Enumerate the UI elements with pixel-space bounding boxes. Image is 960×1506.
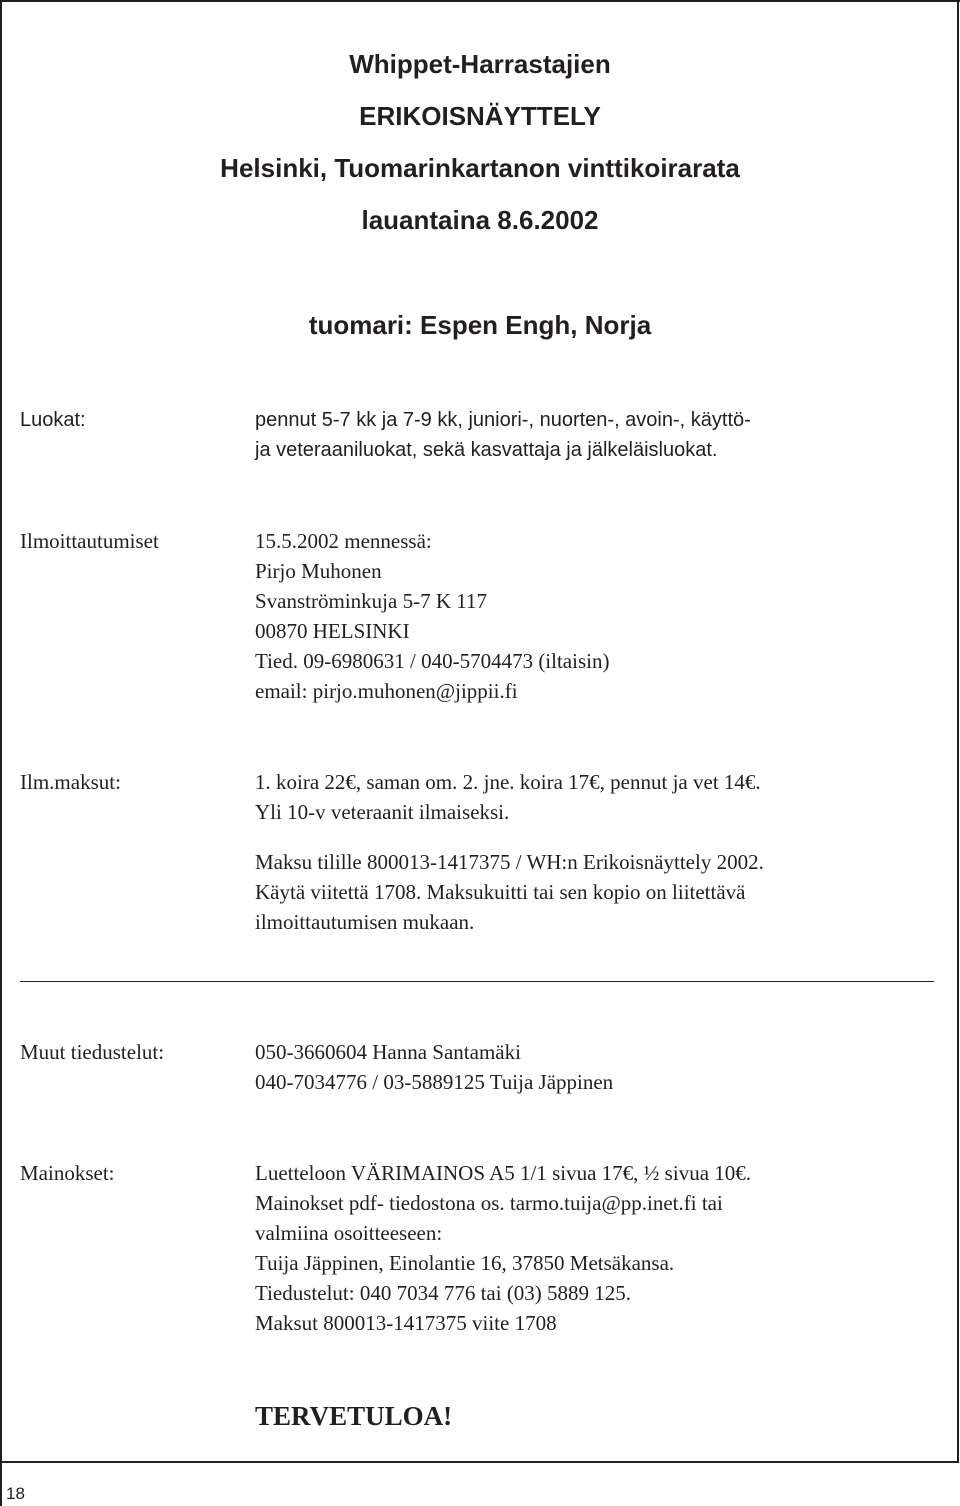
inquiries-line: 040-7034776 / 03-5889125 Tuija Jäppinen <box>255 1070 614 1094</box>
registration-line: email: pirjo.muhonen@jippii.fi <box>255 679 518 703</box>
inquiries-label: Muut tiedustelut: <box>20 1040 165 1064</box>
frame-top-border <box>0 0 960 2</box>
fees-line: Yli 10-v veteraanit ilmaiseksi. <box>255 800 510 824</box>
classes-text <box>255 405 751 465</box>
inquiries-line: 050-3660604 Hanna Santamäki <box>255 1040 521 1064</box>
fees-text <box>255 767 764 937</box>
fees-line: 1. koira 22€, saman om. 2. jne. koira 17€, pennut ja vet 14€. <box>255 770 761 794</box>
registration-line: Pirjo Muhonen <box>255 559 382 583</box>
payment-line: Maksu tilille 800013-1417375 / WH:n Erikoisnäyttely 2002. <box>255 850 764 874</box>
event-judge: tuomari: Espen Engh, Norja <box>308 310 652 340</box>
classes-line: pennut 5-7 kk ja 7-9 kk, juniori-, nuorten-, avoin-, käyttö- <box>255 409 751 431</box>
ads-text <box>255 1158 751 1338</box>
welcome-heading: TERVETULOA! <box>255 1401 453 1431</box>
ads-line: Maksut 800013-1417375 viite 1708 <box>255 1311 557 1335</box>
ads-label: Mainokset: <box>20 1161 115 1185</box>
fees-label: Ilm.maksut: <box>20 770 121 794</box>
frame-bottom-border <box>0 1461 959 1463</box>
registration-label: Ilmoittautumiset <box>20 529 159 553</box>
classes-label: Luokat: <box>20 409 86 431</box>
section-divider <box>20 981 934 982</box>
payment-line: ilmoittautumisen mukaan. <box>255 910 475 934</box>
registration-line: Tied. 09-6980631 / 040-5704473 (iltaisin) <box>255 649 610 673</box>
registration-line: 00870 HELSINKI <box>255 619 410 643</box>
ads-line: Luetteloon VÄRIMAINOS A5 1/1 sivua 17€, ½ sivua 10€. <box>255 1161 752 1185</box>
event-location: Helsinki, Tuomarinkartanon vinttikoirarata <box>220 153 740 183</box>
registration-text <box>255 526 609 706</box>
event-date: lauantaina 8.6.2002 <box>361 205 599 235</box>
inquiries-text <box>255 1037 613 1097</box>
ads-line: valmiina osoitteeseen: <box>255 1221 443 1245</box>
ads-line: Mainokset pdf- tiedostona os. tarmo.tuija@pp.inet.fi tai <box>255 1191 723 1215</box>
classes-line: ja veteraaniluokat, sekä kasvattaja ja jälkeläisluokat. <box>255 439 718 461</box>
page-number: 18 <box>6 1484 25 1503</box>
title-event: ERIKOISNÄYTTELY <box>359 101 601 131</box>
registration-line: 15.5.2002 mennessä: <box>255 529 432 553</box>
payment-line: Käytä viitettä 1708. Maksukuitti tai sen kopio on liitettävä <box>255 880 746 904</box>
ads-line: Tuija Jäppinen, Einolantie 16, 37850 Metsäkansa. <box>255 1251 675 1275</box>
ads-line: Tiedustelut: 040 7034 776 tai (03) 5889 125. <box>255 1281 632 1305</box>
registration-line: Svanströminkuja 5-7 K 117 <box>255 589 487 613</box>
title-club: Whippet-Harrastajien <box>349 49 611 79</box>
